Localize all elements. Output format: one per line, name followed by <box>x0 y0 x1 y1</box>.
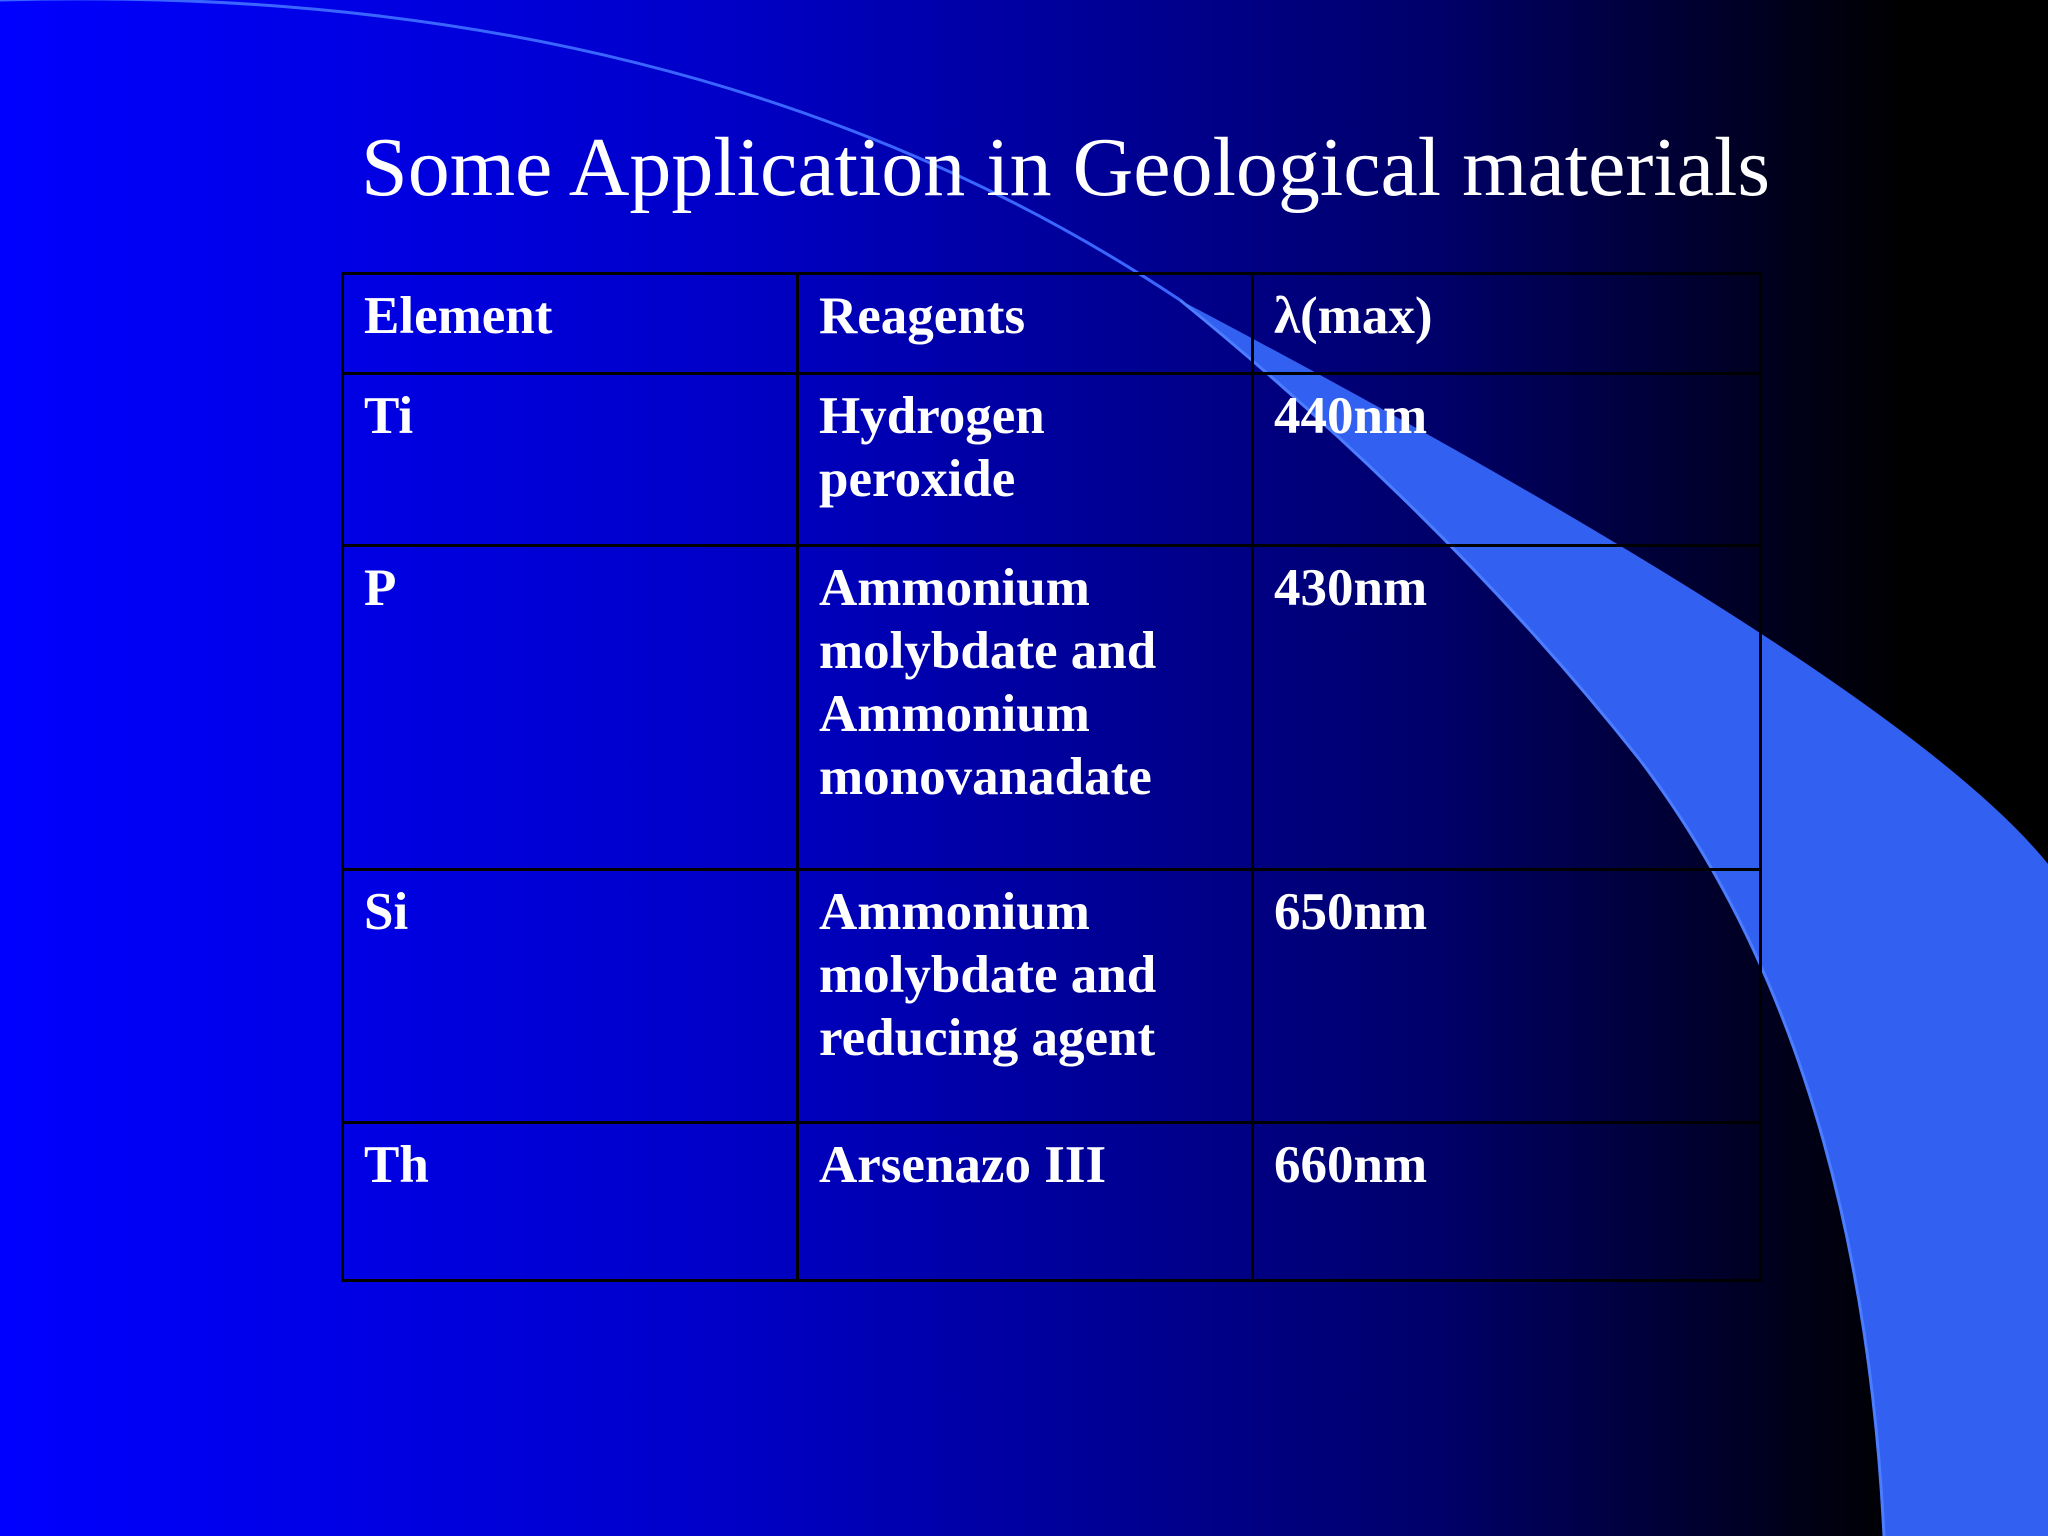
cell-lambda: 660nm <box>1253 1123 1761 1281</box>
table-row <box>343 1123 1761 1281</box>
table-header-row <box>343 274 1761 374</box>
cell-element: Ti <box>343 374 798 546</box>
header-element: Element <box>343 274 798 374</box>
element-reagent-table <box>341 272 1762 1282</box>
cell-lambda: 440nm <box>1253 374 1761 546</box>
slide-title: Some Application in Geological materials <box>361 121 1771 214</box>
cell-reagent: Arsenazo III <box>798 1123 1253 1281</box>
table-row <box>343 870 1761 1123</box>
table-row <box>343 546 1761 870</box>
cell-lambda: 430nm <box>1253 546 1761 870</box>
cell-element: Th <box>343 1123 798 1281</box>
table-row <box>343 374 1761 546</box>
header-lambda-max: λ(max) <box>1253 274 1761 374</box>
cell-reagent: Ammonium molybdate and Ammonium monovanadate <box>798 546 1253 870</box>
cell-reagent: Ammonium molybdate and reducing agent <box>798 870 1253 1123</box>
cell-element: P <box>343 546 798 870</box>
cell-reagent: Hydrogen peroxide <box>798 374 1253 546</box>
cell-element: Si <box>343 870 798 1123</box>
cell-lambda: 650nm <box>1253 870 1761 1123</box>
header-reagents: Reagents <box>798 274 1253 374</box>
